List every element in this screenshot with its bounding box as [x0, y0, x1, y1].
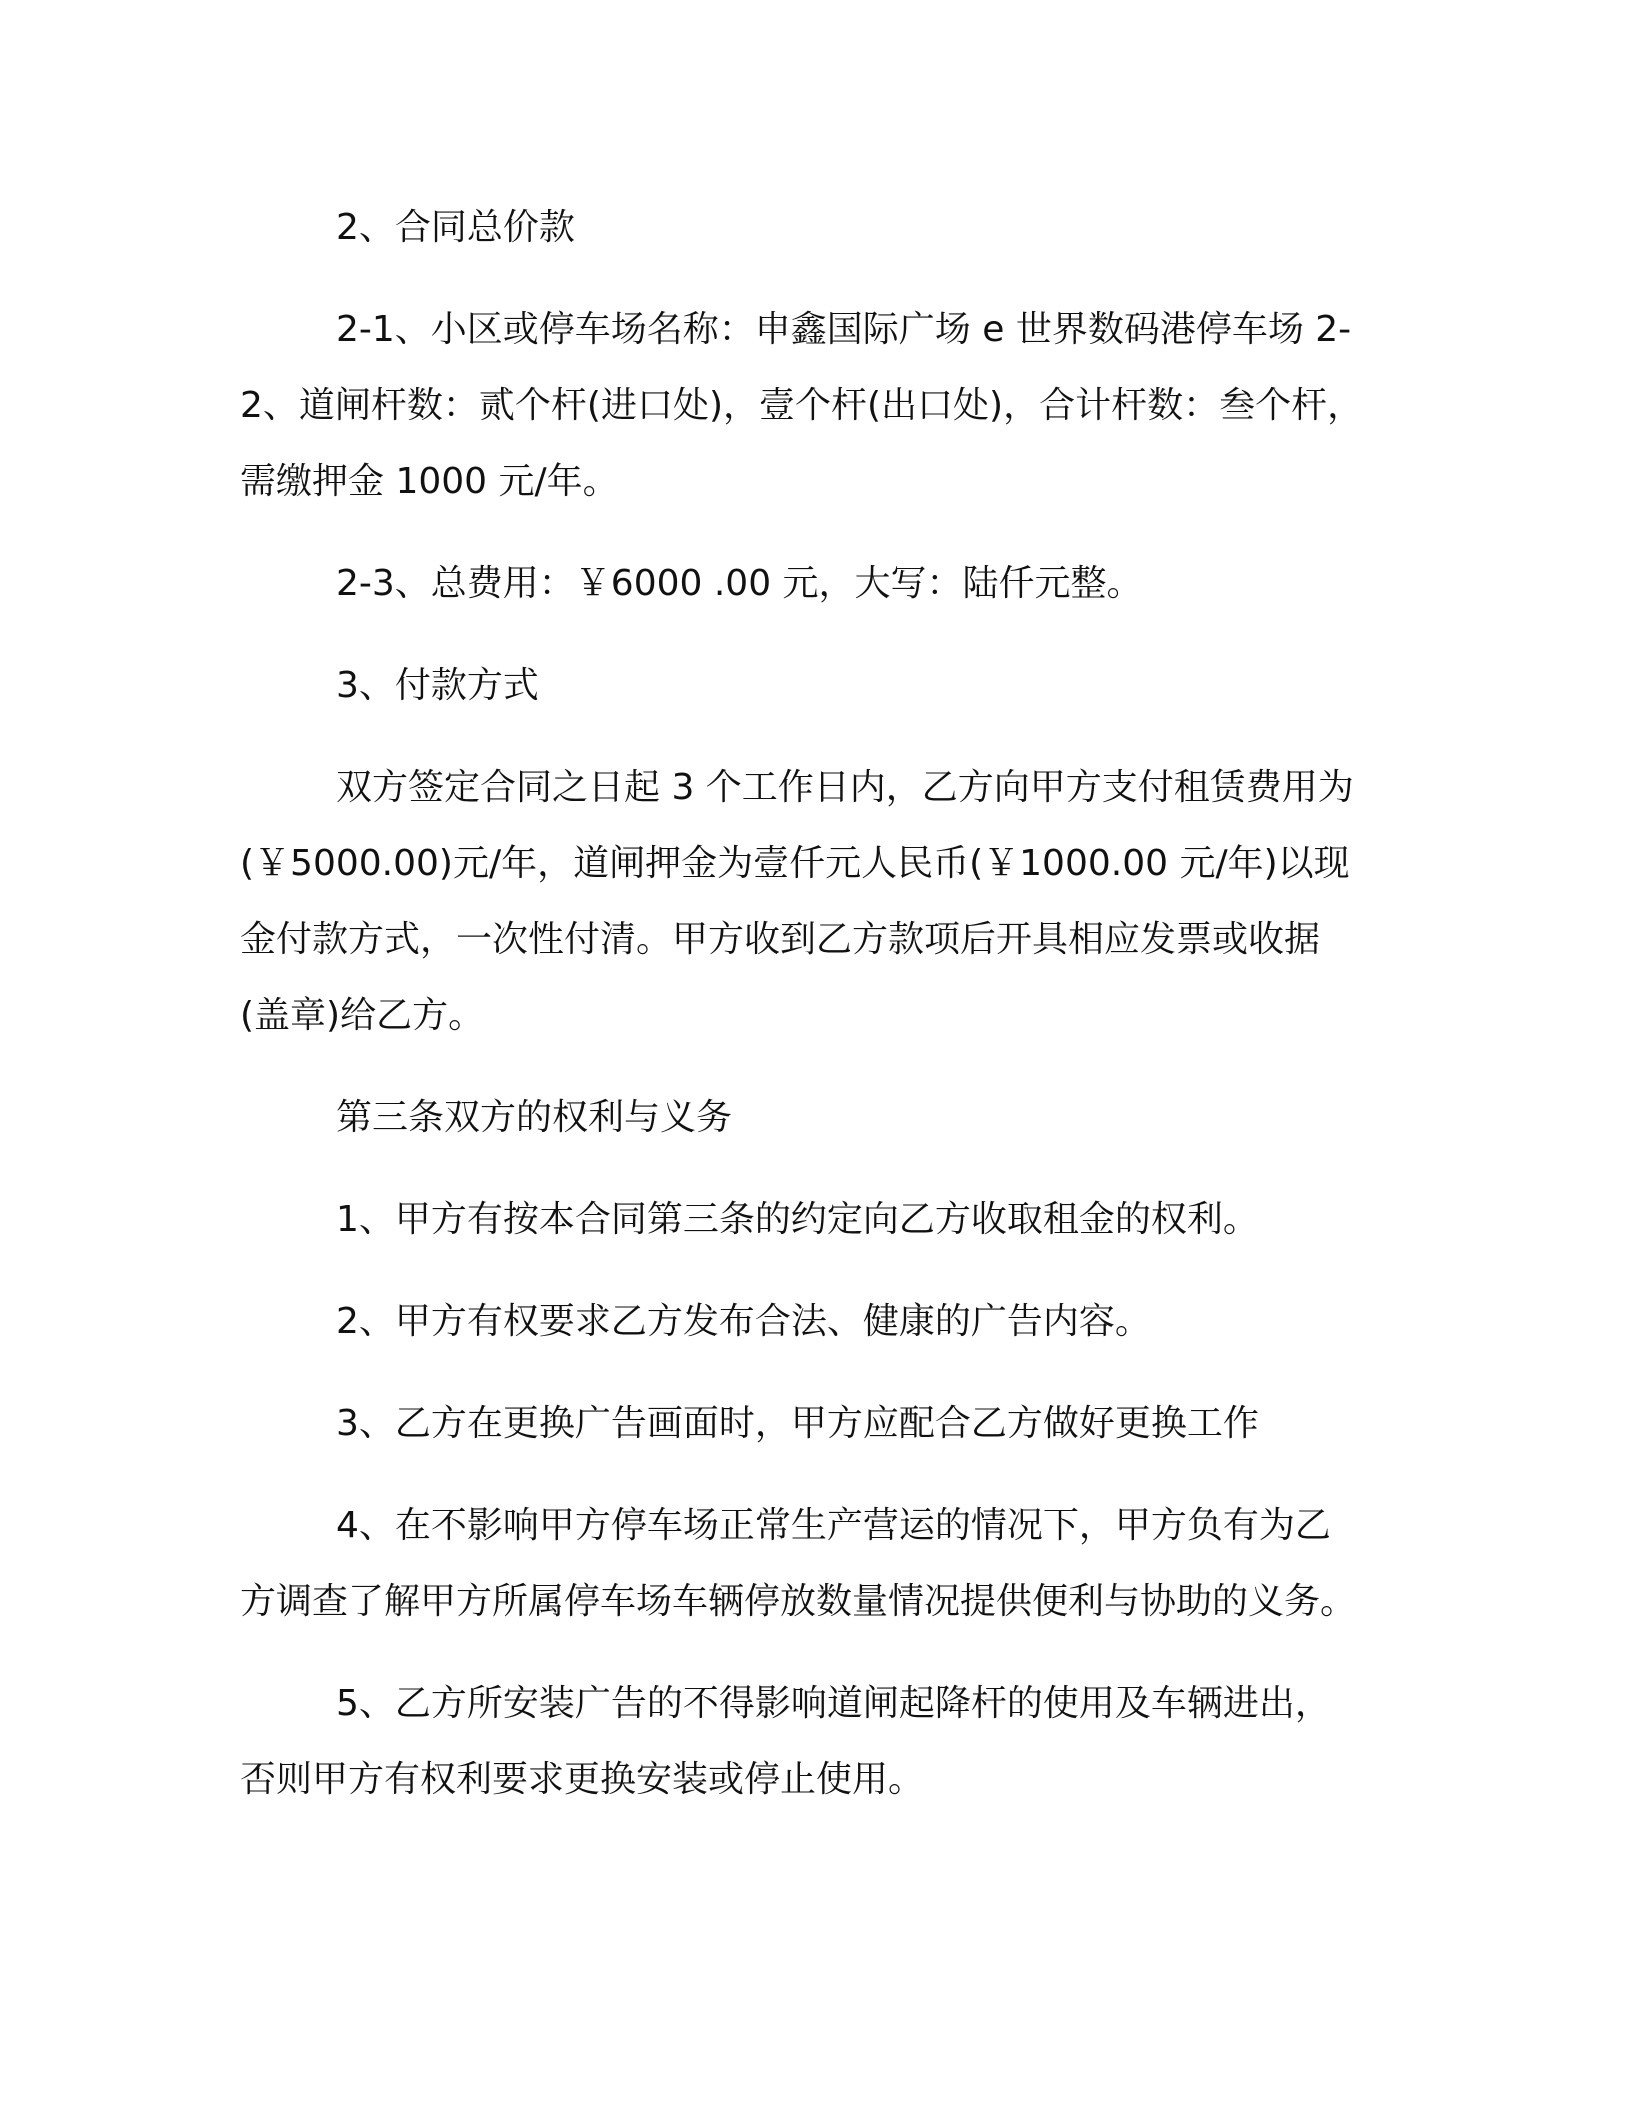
paragraph-payment-terms: [240, 750, 1380, 1054]
text-line: 2、道闸杆数：贰个杆(进口处)，壹个杆(出口处)，合计杆数：叁个杆，: [240, 385, 1364, 426]
document-body: [240, 190, 1380, 1844]
paragraph-section-2-heading: [240, 190, 1380, 266]
paragraph-article-3-heading: [240, 1080, 1380, 1156]
text-line: 2-1、小区或停车场名称：申鑫国际广场 e 世界数码港停车场 2-: [336, 309, 1352, 350]
text-line: 2、合同总价款: [336, 207, 575, 248]
text-line: 双方签定合同之日起 3 个工作日内，乙方向甲方支付租赁费用为: [336, 767, 1354, 808]
paragraph-right-5: [240, 1666, 1380, 1818]
text-line: 3、付款方式: [336, 665, 539, 706]
paragraph-section-3-heading: [240, 648, 1380, 724]
text-line: 3、乙方在更换广告画面时，甲方应配合乙方做好更换工作: [336, 1403, 1259, 1444]
text-line: 5、乙方所安装广告的不得影响道闸起降杆的使用及车辆进出，: [336, 1683, 1331, 1724]
paragraph-2-1-venue: [240, 292, 1380, 520]
text-line: 1、甲方有按本合同第三条的约定向乙方收取租金的权利。: [336, 1199, 1259, 1240]
text-line: (盖章)给乙方。: [240, 995, 485, 1036]
paragraph-right-3: [240, 1386, 1380, 1462]
text-line: 金付款方式，一次性付清。甲方收到乙方款项后开具相应发票或收据: [240, 919, 1321, 960]
paragraph-right-4: [240, 1488, 1380, 1640]
text-line: (￥5000.00)元/年，道闸押金为壹仟元人民币(￥1000.00 元/年)以现: [240, 843, 1350, 884]
text-line: 第三条双方的权利与义务: [336, 1097, 733, 1138]
text-line: 2、甲方有权要求乙方发布合法、健康的广告内容。: [336, 1301, 1151, 1342]
paragraph-right-1: [240, 1182, 1380, 1258]
paragraph-2-3-total-cost: [240, 546, 1380, 622]
text-line: 2-3、总费用：￥6000 .00 元，大写：陆仟元整。: [336, 563, 1143, 604]
text-line: 需缴押金 1000 元/年。: [240, 461, 619, 502]
paragraph-right-2: [240, 1284, 1380, 1360]
text-line: 4、在不影响甲方停车场正常生产营运的情况下，甲方负有为乙: [336, 1505, 1331, 1546]
text-line: 否则甲方有权利要求更换安装或停止使用。: [240, 1759, 925, 1800]
text-line: 方调查了解甲方所属停车场车辆停放数量情况提供便利与协助的义务。: [240, 1581, 1357, 1622]
